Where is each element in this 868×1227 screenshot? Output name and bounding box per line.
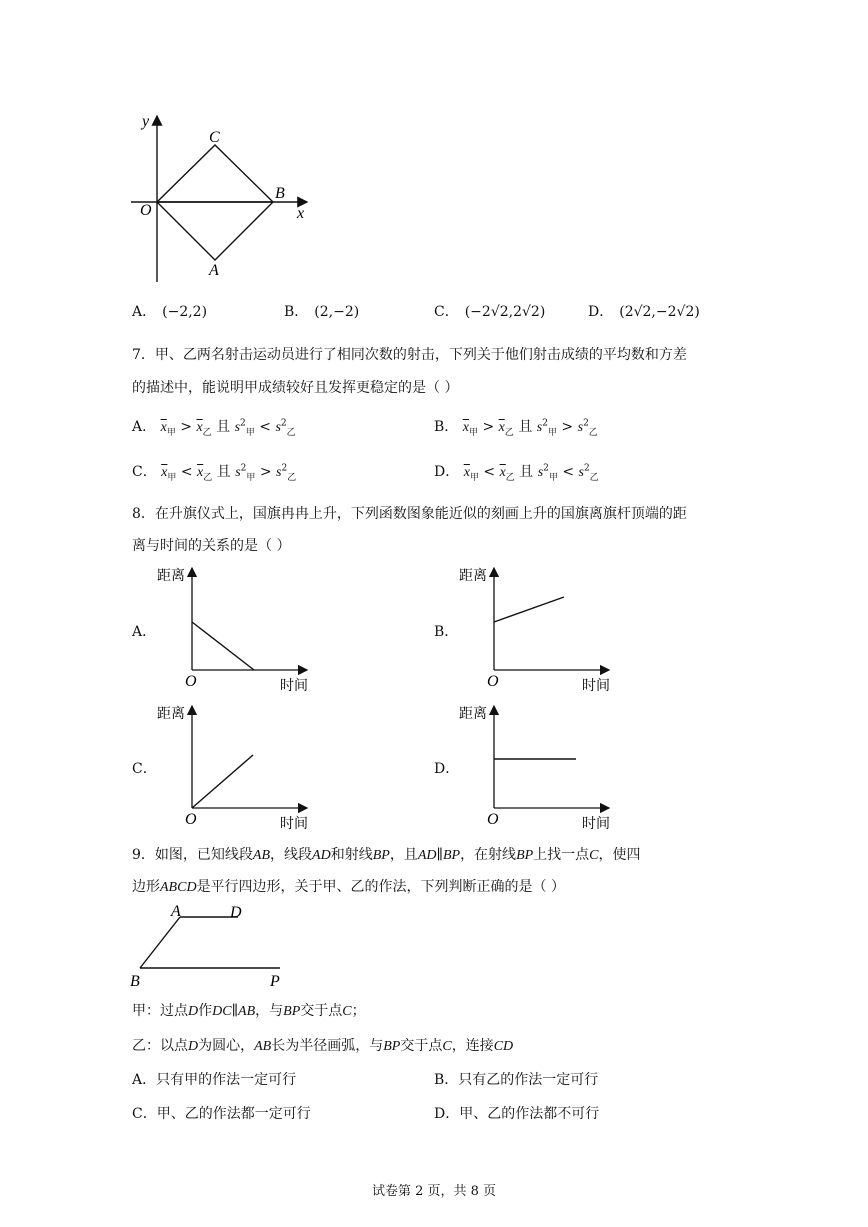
q9-stem-line2: 边形ABCD是平行四边形，关于甲、乙的作法，下列判断正确的是（ ） xyxy=(132,879,566,895)
q9-option-a[interactable]: A．只有甲的作法一定可行 xyxy=(132,1072,297,1088)
label-o: O xyxy=(140,202,152,219)
q8-graph-b[interactable] xyxy=(454,560,654,695)
label-x: x xyxy=(297,205,305,222)
label-y: y xyxy=(142,113,150,130)
q7-option-a[interactable]: A． $\overline{x}_甲 > \overline{x}_乙$ 且 $s^2_甲 < s^2_乙$ xyxy=(132,418,296,438)
graph-c-line xyxy=(192,755,253,808)
label-b: B xyxy=(275,185,285,202)
q7-stem-line2: 的描述中，能说明甲成绩较好且发挥更稳定的是（ ） xyxy=(132,380,459,396)
graph-b-origin: O xyxy=(487,673,499,690)
graph-a-xlabel: 时间 xyxy=(280,678,308,694)
graph-c-ylabel: 距离 xyxy=(157,706,185,722)
square-exponent: 2 xyxy=(543,463,549,474)
q7-option-d[interactable]: D． $\overline{x}_甲 < \overline{x}_乙$ 且 $s^2_甲 < s^2_乙$ xyxy=(434,463,599,483)
q8-graph-a[interactable] xyxy=(152,560,352,695)
fig9-label-d: D xyxy=(230,904,242,921)
q8-option-b-label[interactable]: B． xyxy=(434,624,459,640)
label-c: C xyxy=(209,129,220,146)
label-a: A xyxy=(209,262,219,279)
square-exponent: 2 xyxy=(583,418,589,429)
page-footer: 试卷第 2 页，共 8 页 xyxy=(371,1184,497,1199)
graph-a-line xyxy=(192,622,254,670)
graph-a-origin: O xyxy=(185,673,197,690)
q8-graph-d[interactable] xyxy=(454,698,654,833)
q9-method-jia: 甲：过点D作DC∥AB，与BP交于点C； xyxy=(132,1003,366,1019)
q9-figure xyxy=(125,900,305,992)
graph-c-xlabel: 时间 xyxy=(280,816,308,832)
q9-stem-line1: 9．如图，已知线段AB，线段AD和射线BP，且AD∥BP，在射线BP上找一点C，使四 xyxy=(132,847,641,863)
q6-option-d[interactable]: D． (2√2,−2√2) xyxy=(588,304,700,320)
fig9-label-b: B xyxy=(130,973,140,990)
graph-b-ylabel: 距离 xyxy=(459,568,487,584)
q6-option-b[interactable]: B． (2,−2) xyxy=(284,304,360,320)
fig9-label-a: A xyxy=(171,903,181,920)
graph-a-ylabel: 距离 xyxy=(157,568,185,584)
square-exponent: 2 xyxy=(280,418,287,429)
q8-stem-line1: 8．在升旗仪式上，国旗冉冉上升，下列函数图象能近似的刻画上升的国旗离旗杆顶端的距 xyxy=(132,506,687,522)
graph-d-ylabel: 距离 xyxy=(459,706,487,722)
q9-method-yi: 乙：以点D为圆心，AB长为半径画弧，与BP交于点C，连接CD xyxy=(132,1038,514,1054)
q9-option-d[interactable]: D．甲、乙的作法都不可行 xyxy=(434,1106,600,1122)
fig9-label-p: P xyxy=(270,973,280,990)
q7-stem-line1: 7．甲、乙两名射击运动员进行了相同次数的射击，下列关于他们射击成绩的平均数和方差 xyxy=(132,347,687,363)
square-exponent: 2 xyxy=(281,463,288,474)
q8-option-a-label[interactable]: A． xyxy=(132,624,157,640)
q6-coordinate-figure xyxy=(125,110,325,290)
square-exponent: 2 xyxy=(584,463,590,474)
q7-option-c[interactable]: C． $\overline{x}_甲 < \overline{x}_乙$ 且 $s^2_甲 > s^2_乙$ xyxy=(132,463,297,483)
q9-option-c[interactable]: C．甲、乙的作法都一定可行 xyxy=(132,1106,311,1122)
graph-b-xlabel: 时间 xyxy=(582,678,610,694)
square-exponent: 2 xyxy=(542,418,548,429)
graph-c-origin: O xyxy=(185,811,197,828)
segment-ab xyxy=(140,917,180,968)
graph-b-line xyxy=(494,597,564,622)
square-exponent: 2 xyxy=(240,463,247,474)
q8-option-d-label[interactable]: D． xyxy=(434,761,460,777)
q6-option-a[interactable]: A． (−2,2) xyxy=(132,304,208,320)
q9-option-b[interactable]: B．只有乙的作法一定可行 xyxy=(434,1072,599,1088)
graph-d-xlabel: 时间 xyxy=(582,816,610,832)
q7-option-b[interactable]: B． $\overline{x}_甲 > \overline{x}_乙$ 且 $s^2_甲 > s^2_乙$ xyxy=(434,418,598,438)
q8-option-c-label[interactable]: C． xyxy=(132,761,157,777)
q8-stem-line2: 离与时间的关系的是（ ） xyxy=(132,538,291,554)
square-exponent: 2 xyxy=(240,418,246,429)
q8-graph-c[interactable] xyxy=(152,698,352,833)
q6-option-c[interactable]: C． (−2√2,2√2) xyxy=(434,304,546,320)
graph-d-origin: O xyxy=(487,811,499,828)
